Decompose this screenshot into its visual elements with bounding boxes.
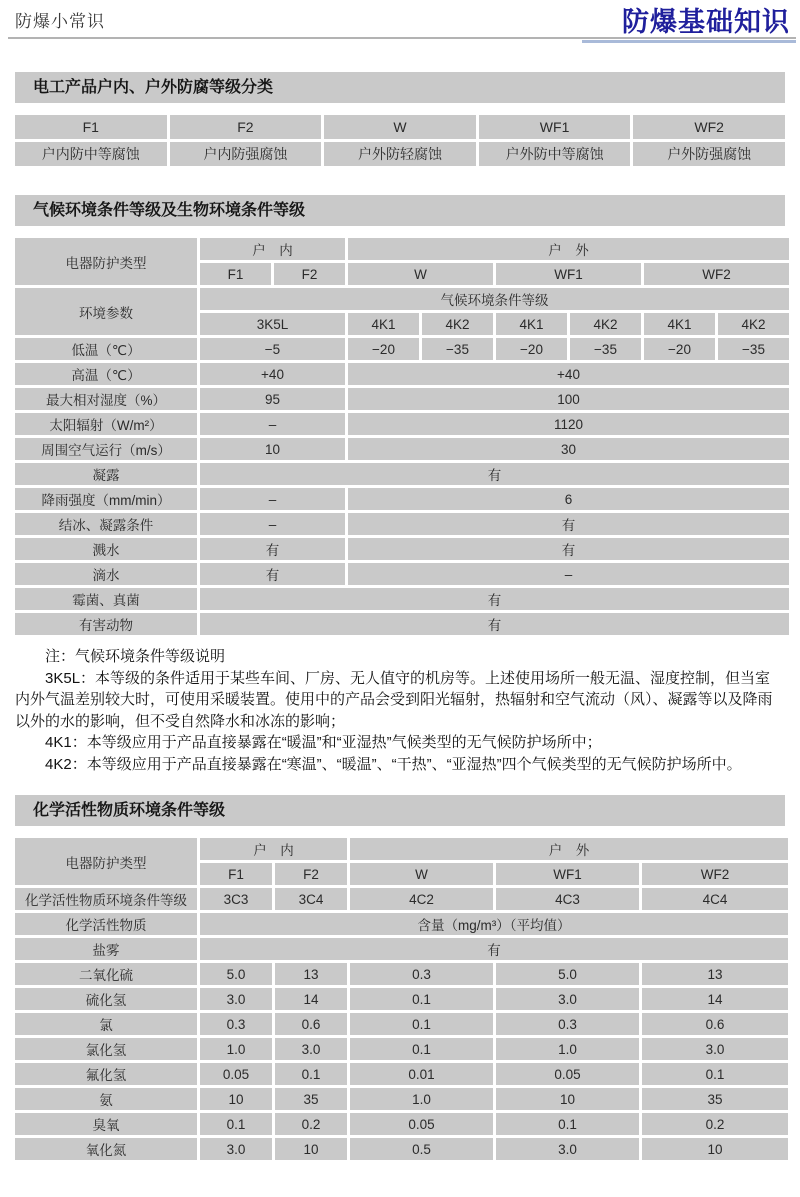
climate-table xyxy=(12,235,792,638)
indoor-header: 户 内 xyxy=(200,238,345,260)
value-cell: 0.1 xyxy=(350,1038,493,1060)
value-cell: −20 xyxy=(348,338,419,360)
table-row xyxy=(15,463,789,485)
grade-code-cell: 3C4 xyxy=(275,888,347,910)
value-cell: 0.3 xyxy=(350,963,493,985)
value-cell: −20 xyxy=(496,338,567,360)
table-row xyxy=(15,1013,788,1035)
value-cell: −35 xyxy=(570,338,641,360)
climate-header-row-1 xyxy=(15,238,789,260)
value-cell: 1.0 xyxy=(496,1038,639,1060)
table-row xyxy=(15,563,789,585)
chemical-grade-row xyxy=(15,888,788,910)
row-label: 臭氧 xyxy=(15,1113,197,1135)
type-code-cell: WF2 xyxy=(642,863,788,885)
corrosion-grade-table xyxy=(12,112,788,169)
grade-desc-cell: 户外防强腐蚀 xyxy=(633,142,785,166)
chemical-header-row-1 xyxy=(15,838,788,860)
chemical-table-body xyxy=(15,963,788,1160)
page-header xyxy=(0,0,800,44)
chemical-content-header-row xyxy=(15,913,788,935)
value-cell: 0.3 xyxy=(200,1013,272,1035)
row-label: 凝露 xyxy=(15,463,197,485)
value-cell: 0.1 xyxy=(496,1113,639,1135)
table-row xyxy=(15,438,789,460)
grade-code-cell: 4K1 xyxy=(496,313,567,335)
value-cell: 有 xyxy=(200,613,789,635)
value-cell: +40 xyxy=(348,363,789,385)
header-divider-line xyxy=(8,37,796,39)
value-cell: 有 xyxy=(348,538,789,560)
chemical-table xyxy=(12,835,791,1163)
page-title-left: 防爆小常识 xyxy=(15,12,105,31)
value-cell: 6 xyxy=(348,488,789,510)
grade-code-cell: 4K2 xyxy=(570,313,641,335)
climate-notes xyxy=(15,646,785,775)
climate-grade-label: 气候环境条件等级 xyxy=(200,288,789,310)
value-cell: 3.0 xyxy=(200,1138,272,1160)
type-code-cell: F2 xyxy=(275,863,347,885)
row-label: 盐雾 xyxy=(15,938,197,960)
table-row xyxy=(15,513,789,535)
row-label: 化学活性物质 xyxy=(15,913,197,935)
value-cell: 5.0 xyxy=(200,963,272,985)
value-cell: 10 xyxy=(275,1138,347,1160)
grade-code-cell: 4K1 xyxy=(348,313,419,335)
value-cell: – xyxy=(200,488,345,510)
value-cell: 0.01 xyxy=(350,1063,493,1085)
table-row xyxy=(15,1088,788,1110)
grade-desc-cell: 户内防强腐蚀 xyxy=(170,142,322,166)
type-code-cell: W xyxy=(348,263,493,285)
row-label: 太阳辐射（W/m²） xyxy=(15,413,197,435)
value-cell: 3.0 xyxy=(642,1038,788,1060)
row-label: 硫化氢 xyxy=(15,988,197,1010)
type-code-cell: WF1 xyxy=(496,263,641,285)
row-label: 最大相对湿度（%） xyxy=(15,388,197,410)
grade-code-cell: 3K5L xyxy=(200,313,345,335)
indoor-header: 户 内 xyxy=(200,838,347,860)
table-row xyxy=(15,988,788,1010)
value-cell: 100 xyxy=(348,388,789,410)
value-cell: 3.0 xyxy=(496,1138,639,1160)
table-row xyxy=(15,613,789,635)
table-row xyxy=(15,413,789,435)
note-line: 4K1：本等级应用于产品直接暴露在“暖温”和“亚湿热”气候类型的无气候防护场所中； xyxy=(45,734,602,751)
table-row xyxy=(15,1138,788,1160)
value-cell: 0.2 xyxy=(642,1113,788,1135)
grade-desc-cell: 户内防中等腐蚀 xyxy=(15,142,167,166)
value-cell: – xyxy=(200,513,345,535)
type-code-cell: W xyxy=(350,863,493,885)
grade-code-cell: 4C4 xyxy=(642,888,788,910)
row-label: 霉菌、真菌 xyxy=(15,588,197,610)
value-cell: 有 xyxy=(200,538,345,560)
table-row xyxy=(15,588,789,610)
row-label: 滴水 xyxy=(15,563,197,585)
value-cell: 0.1 xyxy=(200,1113,272,1135)
grade-header-cell: F1 xyxy=(15,115,167,139)
value-cell: 13 xyxy=(642,963,788,985)
value-cell: 0.2 xyxy=(275,1113,347,1135)
value-cell: 3.0 xyxy=(200,988,272,1010)
value-cell: 有 xyxy=(200,588,789,610)
row-label: 有害动物 xyxy=(15,613,197,635)
type-code-cell: WF2 xyxy=(644,263,789,285)
value-cell: 35 xyxy=(275,1088,347,1110)
env-param-label: 环境参数 xyxy=(15,288,197,335)
section-title-chemical: 化学活性物质环境条件等级 xyxy=(15,795,785,826)
value-cell: 3.0 xyxy=(496,988,639,1010)
value-cell: 10 xyxy=(496,1088,639,1110)
type-code-cell: WF1 xyxy=(496,863,639,885)
value-cell: 0.1 xyxy=(275,1063,347,1085)
grade-desc-cell: 户外防轻腐蚀 xyxy=(324,142,476,166)
value-cell: 0.5 xyxy=(350,1138,493,1160)
grade-code-cell: 3C3 xyxy=(200,888,272,910)
row-label: 高温（℃） xyxy=(15,363,197,385)
value-cell: 3.0 xyxy=(275,1038,347,1060)
value-cell: 0.6 xyxy=(642,1013,788,1035)
row-label: 周围空气运行（m/s） xyxy=(15,438,197,460)
table-row xyxy=(15,488,789,510)
table-row xyxy=(15,363,789,385)
table-row xyxy=(15,963,788,985)
value-cell: 0.3 xyxy=(496,1013,639,1035)
row-label: 氯 xyxy=(15,1013,197,1035)
value-cell: 10 xyxy=(200,1088,272,1110)
row-label: 结冰、凝露条件 xyxy=(15,513,197,535)
content-header-cell: 含量（mg/m³）（平均值） xyxy=(200,913,788,935)
table-row xyxy=(15,388,789,410)
value-cell: 30 xyxy=(348,438,789,460)
value-cell: 95 xyxy=(200,388,345,410)
value-cell: 0.05 xyxy=(350,1113,493,1135)
value-cell: −5 xyxy=(200,338,345,360)
table-row xyxy=(15,1063,788,1085)
grade-header-cell: WF2 xyxy=(633,115,785,139)
value-cell: 5.0 xyxy=(496,963,639,985)
row-label: 氧化氮 xyxy=(15,1138,197,1160)
value-cell: −35 xyxy=(718,338,789,360)
value-cell: 有 xyxy=(348,513,789,535)
row-label: 氟化氢 xyxy=(15,1063,197,1085)
grade-header-cell: WF1 xyxy=(479,115,631,139)
value-cell: 有 xyxy=(200,563,345,585)
value-cell: 14 xyxy=(275,988,347,1010)
table-row xyxy=(15,338,789,360)
protection-type-label: 电器防护类型 xyxy=(15,238,197,285)
value-cell: 1.0 xyxy=(200,1038,272,1060)
value-cell: 1120 xyxy=(348,413,789,435)
header-divider-accent xyxy=(582,40,796,43)
value-cell: 有 xyxy=(200,938,788,960)
grade-header-cell: W xyxy=(324,115,476,139)
note-line: 3K5L：本等级的条件适用于某些车间、厂房、无人值守的机房等。上述使用场所一般无温、湿度控制，但当室内外气温差别较大时，可使用采暖装置。使用中的产品会受到阳光辐射，热辐射和空气流动（风）、凝露等以及降雨以外的水的影响，但不受自然降水和冰冻的影响； xyxy=(15,669,773,730)
value-cell: – xyxy=(348,563,789,585)
row-label: 低温（℃） xyxy=(15,338,197,360)
value-cell: 35 xyxy=(642,1088,788,1110)
grade-code-cell: 4K2 xyxy=(718,313,789,335)
value-cell: 有 xyxy=(200,463,789,485)
value-cell: 0.1 xyxy=(350,1013,493,1035)
protection-type-label: 电器防护类型 xyxy=(15,838,197,885)
value-cell: 10 xyxy=(200,438,345,460)
note-line: 4K2：本等级应用于产品直接暴露在“寒温”、“暖温”、“干热”、“亚湿热”四个气候类型的无气候防护场所中。 xyxy=(45,755,742,773)
outdoor-header: 户 外 xyxy=(350,838,788,860)
table-row xyxy=(15,1113,788,1135)
type-code-cell: F1 xyxy=(200,263,271,285)
row-label: 溅水 xyxy=(15,538,197,560)
climate-table-body xyxy=(15,338,789,635)
grade-desc-cell: 户外防中等腐蚀 xyxy=(479,142,631,166)
corrosion-grade-desc-row xyxy=(15,142,785,166)
value-cell: 1.0 xyxy=(350,1088,493,1110)
value-cell: 0.1 xyxy=(642,1063,788,1085)
value-cell: −20 xyxy=(644,338,715,360)
outdoor-header: 户 外 xyxy=(348,238,789,260)
row-label: 二氧化硫 xyxy=(15,963,197,985)
section-title-climate: 气候环境条件等级及生物环境条件等级 xyxy=(15,195,785,226)
table-row xyxy=(15,538,789,560)
corrosion-grade-header-row xyxy=(15,115,785,139)
value-cell: −35 xyxy=(422,338,493,360)
value-cell: +40 xyxy=(200,363,345,385)
grade-code-cell: 4C2 xyxy=(350,888,493,910)
note-line: 注：气候环境条件等级说明 xyxy=(45,648,226,665)
value-cell: 0.6 xyxy=(275,1013,347,1035)
climate-header-row-3 xyxy=(15,288,789,310)
grade-code-cell: 4K2 xyxy=(422,313,493,335)
salt-fog-row xyxy=(15,938,788,960)
grade-code-cell: 4C3 xyxy=(496,888,639,910)
value-cell: 14 xyxy=(642,988,788,1010)
page-title-right: 防爆基础知识 xyxy=(622,7,790,37)
row-label: 降雨强度（mm/min） xyxy=(15,488,197,510)
value-cell: 13 xyxy=(275,963,347,985)
value-cell: 0.05 xyxy=(200,1063,272,1085)
row-label: 化学活性物质环境条件等级 xyxy=(15,888,197,910)
value-cell: 10 xyxy=(642,1138,788,1160)
grade-code-cell: 4K1 xyxy=(644,313,715,335)
table-row xyxy=(15,1038,788,1060)
row-label: 氯化氢 xyxy=(15,1038,197,1060)
type-code-cell: F2 xyxy=(274,263,345,285)
value-cell: – xyxy=(200,413,345,435)
grade-header-cell: F2 xyxy=(170,115,322,139)
value-cell: 0.1 xyxy=(350,988,493,1010)
type-code-cell: F1 xyxy=(200,863,272,885)
row-label: 氨 xyxy=(15,1088,197,1110)
value-cell: 0.05 xyxy=(496,1063,639,1085)
section-title-corrosion: 电工产品户内、户外防腐等级分类 xyxy=(15,72,785,103)
